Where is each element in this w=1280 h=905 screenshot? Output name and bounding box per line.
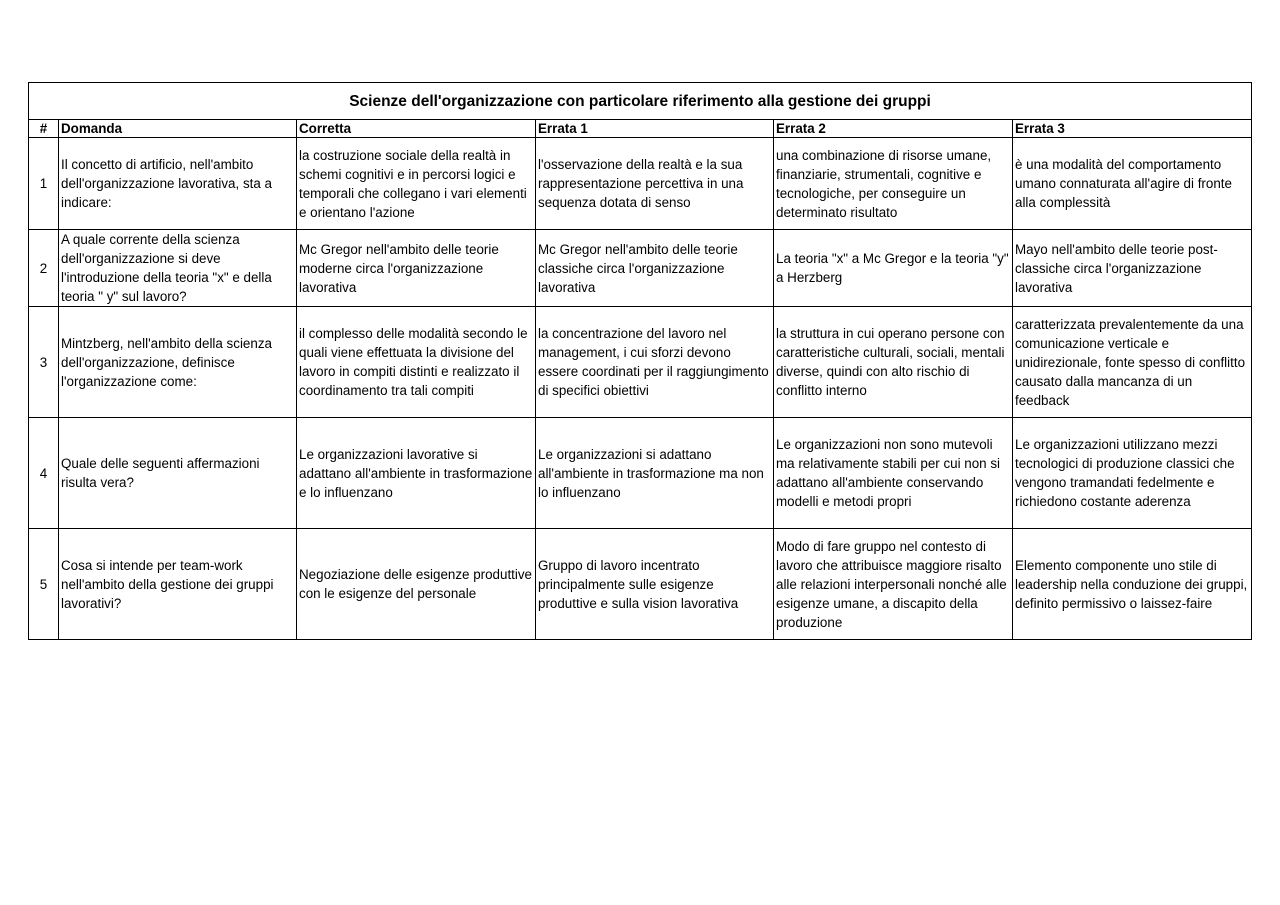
question-cell: Cosa si intende per team-work nell'ambito della gestione dei gruppi lavorativi? bbox=[59, 529, 297, 640]
quiz-sheet bbox=[28, 82, 1251, 640]
wrong-answer-2-cell: La teoria "x" a Mc Gregor e la teoria "y" a Herzberg bbox=[774, 230, 1013, 307]
header-correct: Corretta bbox=[297, 120, 536, 138]
header-question: Domanda bbox=[59, 120, 297, 138]
wrong-answer-3-cell: Elemento componente uno stile di leadership nella conduzione dei gruppi, definito permissivo o laissez-faire bbox=[1013, 529, 1252, 640]
question-cell: Quale delle seguenti affermazioni risulta vera? bbox=[59, 418, 297, 529]
question-cell: Il concetto di artificio, nell'ambito dell'organizzazione lavorativa, sta a indicare: bbox=[59, 138, 297, 230]
title-row bbox=[29, 83, 1252, 120]
row-number: 5 bbox=[29, 529, 59, 640]
header-row bbox=[29, 120, 1252, 138]
correct-answer-cell: Le organizzazioni lavorative si adattano all'ambiente in trasformazione e lo influenzano bbox=[297, 418, 536, 529]
header-wrong-1: Errata 1 bbox=[536, 120, 774, 138]
wrong-answer-1-cell: la concentrazione del lavoro nel management, i cui sforzi devono essere coordinati per il raggiungimento di specifici obiettivi bbox=[536, 307, 774, 418]
table-row bbox=[29, 230, 1252, 307]
wrong-answer-1-cell: Le organizzazioni si adattano all'ambiente in trasformazione ma non lo influenzano bbox=[536, 418, 774, 529]
correct-answer-cell: Negoziazione delle esigenze produttive con le esigenze del personale bbox=[297, 529, 536, 640]
question-cell: A quale corrente della scienza dell'organizzazione si deve l'introduzione della teoria "x" e della teoria " y" sul lavoro? bbox=[59, 230, 297, 307]
correct-answer-cell: Mc Gregor nell'ambito delle teorie moderne circa l'organizzazione lavorativa bbox=[297, 230, 536, 307]
table-row bbox=[29, 418, 1252, 529]
wrong-answer-1-cell: l'osservazione della realtà e la sua rappresentazione percettiva in una sequenza dotata di senso bbox=[536, 138, 774, 230]
correct-answer-cell: il complesso delle modalità secondo le quali viene effettuata la divisione del lavoro in compiti distinti e realizzato il coordinamento tra tali compiti bbox=[297, 307, 536, 418]
correct-answer-cell: la costruzione sociale della realtà in schemi cognitivi e in percorsi logici e temporali che collegano i vari elementi e orientano l'azione bbox=[297, 138, 536, 230]
wrong-answer-2-cell: una combinazione di risorse umane, finanziarie, strumentali, cognitive e tecnologiche, per conseguire un determinato risultato bbox=[774, 138, 1013, 230]
wrong-answer-3-cell: caratterizzata prevalentemente da una comunicazione verticale e unidirezionale, fonte spesso di conflitto causato dalla mancanza di un feedback bbox=[1013, 307, 1252, 418]
table-row bbox=[29, 529, 1252, 640]
table-row bbox=[29, 307, 1252, 418]
header-number: # bbox=[29, 120, 59, 138]
wrong-answer-3-cell: Mayo nell'ambito delle teorie post-classiche circa l'organizzazione lavorativa bbox=[1013, 230, 1252, 307]
wrong-answer-2-cell: la struttura in cui operano persone con caratteristiche culturali, sociali, mentali diverse, quindi con alto rischio di conflitto interno bbox=[774, 307, 1013, 418]
wrong-answer-1-cell: Gruppo di lavoro incentrato principalmente sulle esigenze produttive e sulla vision lavorativa bbox=[536, 529, 774, 640]
row-number: 4 bbox=[29, 418, 59, 529]
row-number: 1 bbox=[29, 138, 59, 230]
header-wrong-3: Errata 3 bbox=[1013, 120, 1252, 138]
row-number: 2 bbox=[29, 230, 59, 307]
wrong-answer-2-cell: Le organizzazioni non sono mutevoli ma relativamente stabili per cui non si adattano all'ambiente conservando modelli e metodi propri bbox=[774, 418, 1013, 529]
question-cell: Mintzberg, nell'ambito della scienza dell'organizzazione, definisce l'organizzazione come: bbox=[59, 307, 297, 418]
table-row bbox=[29, 138, 1252, 230]
wrong-answer-2-cell: Modo di fare gruppo nel contesto di lavoro che attribuisce maggiore risalto alle relazioni interpersonali nonché alle esigenze umane, a discapito della produzione bbox=[774, 529, 1013, 640]
row-number: 3 bbox=[29, 307, 59, 418]
table-title: Scienze dell'organizzazione con particolare riferimento alla gestione dei gruppi bbox=[29, 83, 1252, 120]
wrong-answer-3-cell: è una modalità del comportamento umano connaturata all'agire di fronte alla complessità bbox=[1013, 138, 1252, 230]
wrong-answer-3-cell: Le organizzazioni utilizzano mezzi tecnologici di produzione classici che vengono tramandati fedelmente e richiedono costante aderenza bbox=[1013, 418, 1252, 529]
wrong-answer-1-cell: Mc Gregor nell'ambito delle teorie classiche circa l'organizzazione lavorativa bbox=[536, 230, 774, 307]
quiz-table bbox=[28, 82, 1252, 640]
header-wrong-2: Errata 2 bbox=[774, 120, 1013, 138]
